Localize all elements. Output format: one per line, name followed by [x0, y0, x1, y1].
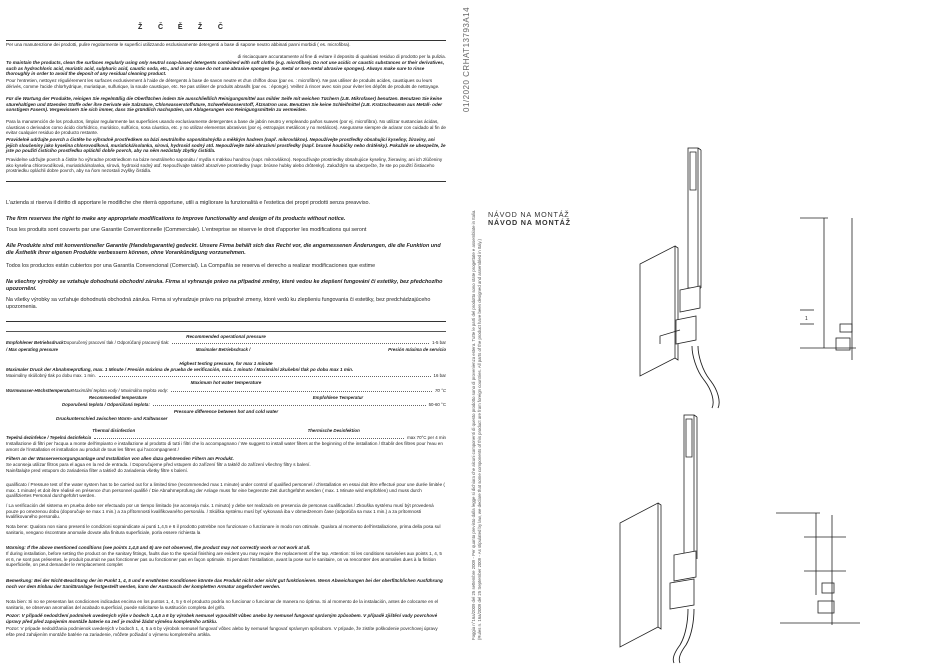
header-char: Č: [157, 24, 164, 31]
install-note-3: Se aconseja utilizar filtros para el agua en la red de entrada. / Doporučujeme před vstupem do zařízení filtr a taktéž do zařízení všechny filtry s balení.: [6, 462, 311, 467]
pressure-row-left: Empfohlener Betriebsdruck: [6, 340, 64, 345]
header-char: Č: [217, 24, 223, 31]
rights-cs: Na všechny výrobky se vztahuje dohodnutá obchodní záruka. Firma si vyhrazuje právo na případné změny, které vedou ke zlepšení fungování či estetiky, bez předchozího upozornění.: [6, 279, 443, 292]
header-char: Ž: [197, 24, 203, 31]
pressure-row: [6, 435, 446, 440]
install-note-10: Bemerkung: Bei der Nicht-Beachtung der im Punkt 1, 4, 5 und 6 erwähnten Konditionen könnte das Produkt nicht oder nicht gut funktionieren. Wenn Abweichungen bei der oberflächlichen Ausführung noch vor dem Einbau der Sanitäranlage festgestellt werden, kann der Austausch der kompletten Armatur angefordert werden.: [6, 578, 443, 589]
header-characters: [138, 24, 236, 31]
header-char: Ě: [177, 24, 183, 31]
pressure-diff-label: Pressure difference between hot and cold water: [173, 409, 279, 414]
divider: [6, 40, 446, 41]
pressure-row-right: Presión máxima de servicio: [388, 347, 446, 352]
pressure-row-left: Doporučená teplota / Odporúčaná teplota:: [62, 402, 150, 407]
leader-dots: [172, 340, 429, 344]
pressure-row-value: 16 bar: [433, 373, 446, 378]
rights-es: Todos los productos están cubiertos por una Garantía Convencional (Comercial). La Compañía se reserva el derecho a realizar modificaciones que estime: [6, 263, 376, 269]
recommended-temp-label: Recommended temperature: [88, 395, 147, 400]
pressure-row-mid: Maximální teplota vody / Maximálna teplota vody:: [72, 388, 169, 393]
pressure-row-mid: Maximaler Betriebsdruck /: [195, 347, 251, 352]
cleaning-it: Per una manutenzione dei prodotti, pulire regolarmente le superfici utilizzando esclusivamente detergenti a base di sapone neutro abbinati panni morbidi ( es. microfibra).: [6, 42, 351, 47]
pressure-row-value: 1-5 bar: [432, 340, 446, 345]
leader-dots: [99, 373, 431, 377]
title-line-2: NÁVOD NA MONTÁŽ: [488, 218, 571, 227]
install-note-2: Filtern an der Wasserversorgungsanlage und Installation von allen dazu gehörenden Filtern am Produkt.: [6, 456, 234, 461]
legal-note-en: (Rules n. 16a/2009 del 25 September 2009 - As stipulated by law, we declare that some components of this product are from foreign countries. All parts of the product have been designed and assembled in Italy.): [477, 239, 482, 640]
recommended-pressure-label: Recommended operational pressure: [186, 334, 266, 339]
install-note-1: Installazione di filtri per l'acqua a monte dell'impianto e installazione al prodotto di tutti i filtri che lo accompagnano / We suggest to install water filters at the beginning of the installation / Établir des filtres pour l'eau en amont de l'installation et installation au produit de tous les filtres qui l'accompagnent /: [6, 441, 443, 452]
cleaning-en: To maintain the products, clean the surfaces regularly using only neutral soap-based detergents combined with soft cloths (e.g. microfibre). Do not use acidic or caustic substances or their derivatives, such as hydrochloric acid, muriatic acid, sulphuric acid, caustic soda, etc., and in any case do not use abrasive sponges (e.g. metal or non-metal abrasive sponges). Always make sure to rinse thoroughly in order to avoid the deposit of any residual cleaning product.: [6, 60, 445, 77]
shower-set-drawing-bottom: [600, 395, 880, 665]
leader-dots: [153, 402, 426, 406]
pressure-row-value: 50-60 °C: [428, 402, 446, 407]
highest-pressure-label: Highest testing pressure, for max 1 minute: [179, 361, 273, 366]
pressure-row-text: Maximaler Druck der Abnahmeprüfung, max. 1 Minute / Presión máxima de prueba de verificación, máx. 1 minuto / Maximální zkušební tlak po dobu max 1 min.: [6, 367, 354, 372]
rights-en: The firm reserves the right to make any appropriate modifications to improve functionality and design of its products without notice.: [6, 216, 346, 222]
install-note-13: Pozor: V prípade nedodržania podmienok uvedených v bodoch 1, 4, 5 a 6 by výrobok nemusel fungovať vôbec alebo by nemusel fungovať správnym spôsobom. V prípade, že zistíte poškodenie povrchovej úpravy ešte pred zahájením montáže batérie na zariadenie, môžete požiadať o výmenu kompletného artikla.: [6, 626, 438, 637]
pressure-row-mid: Doporučený pracovní tlak / Odporúčaný pracovný tlak:: [63, 340, 170, 345]
shower-set-drawing-top: [600, 140, 880, 410]
rights-de: Alle Produkte sind mit konventioneller Garantie (Handelsgarantie) gedeckt. Unsere Firma behält sich das Recht vor, die angemessenen Änderungen, die die Funktion und die Ästhetik ihrer eigenen Produkte verbessern können, ohne Vorankündigung vorzunehmen.: [6, 243, 441, 256]
disinfection-en: Thermal disinfection: [92, 428, 136, 433]
pressure-row: [6, 395, 446, 400]
pressure-row: [6, 347, 446, 352]
pressure-diff-de: Druckunterschied zwischen Warm- und Kaltwasser: [56, 416, 168, 421]
install-note-5: qualificato / Pressure test of the water system has to be carried out for a limited time (recommended max 1 minute) under control of qualified personnel / d'installation en essai doit être effectué pour une durée limitée ( max. 1 minute) et doit être réalisé en présence d'un personnel qualifié / Die Abnahmeprüfung der Anlage muss für eine begrenzte Zeit durchgeführt werden ( max. 1 Minute wird empfohlen) und muss durch qualifiziertes Personal durchgeführt werden.: [6, 482, 445, 499]
pressure-row: [6, 373, 446, 378]
cleaning-fr: Pour l'entretien, nettoyez régulièrement les surfaces exclusivement à l'aide de détergents à base de savon neutre et d'un chiffon doux (par ex. : microfibre). Ne pas utiliser de produits acides, caustiques ou leurs dérivés, comme l'acide chlorhydrique, muriatique, sulfurique, la soude caustique, etc. Ne pas utiliser de produits abrasifs (par ex. : éponge). Veillez à rincer avec soin pour éviter les dépôts de produits de nettoyage.: [6, 78, 440, 89]
rights-it: L'azienda si riserva il diritto di apportare le modifiche che riterrà opportune, utili a migliorare la funzionalità e l'estetica dei propri prodotti senza preavviso.: [6, 200, 371, 206]
title-line-1: NÁVOD NA MONTÁŽ: [488, 210, 570, 219]
install-note-12: Pozor: V případě nedodržení podmínek uvedených výše v bodech 1,4,5 a 6 by výrobek nemusel vypouštět vůbec anebo by nemusel fungovat správným způsobem. V případě zjištění vady povrchové úpravy před před zapojením montáže baterie na zeď je možné žádat výměnu kompletního artiklu.: [6, 613, 438, 624]
cleaning-cs: Pravidelně udržujte povrch a čistěte ho výhradně prostředkem na bázi neutrálního saponátu/mýdla a měkkým hadrem (např. mikrovlákno). Nepoužívejte prostředky obsahující kyseliny, žíraviny, ani jejich sloučeniny jako kyselina chlorovodíková, muriatická/solanka, sírová, hydroxid sodný atd. Nepoužívejte také abrazivní prostředky (např. brusné houbičky nebo drátěnky). Pokaždé se ubezpečte, že jste po použití čisticího prostředku opláchli dobře povrch, aby na něm nezůstaly zbytky čistidla.: [6, 137, 446, 154]
dimension-label: 1: [805, 316, 808, 322]
pressure-row-left: Maximálny skúšobný tlak po dobu max. 1 min.: [6, 373, 96, 378]
legal-note-it: Foggia n°16a/2009 del 25 settembre 2009 - Per quanto previsto dalla legge si dichiara che alcuni componenti di questo prodotto sono di provenienza estera. Tutte le parti del prodotto sono state progettate e assemblate in Italia.: [471, 209, 476, 640]
leader-dots: [94, 435, 404, 439]
rights-sk: Na všetky výrobky sa vzťahuje dohodnutá obchodná záruka. Firma si vyhradzuje právo na prípadné zmeny, ktoré vedú ku zlepšeniu fungovania či estetiky, bez predchádzajúceho upozornenia.: [6, 297, 431, 310]
divider: [6, 181, 446, 182]
recommended-temp-de: Empfohlene Temperatur: [312, 395, 364, 400]
pressure-row-left: Tepelná dezinfekce / Tepelná dezinfekcia: [6, 435, 92, 440]
divider: [6, 321, 446, 322]
cleaning-de: Für die Wartung der Produkte, reinigen Sie regelmäßig die Oberflächen indem Sie ausschließlich Reinigungsmittel aus milder Seife mit weichen Tüchern (z.B. Mikrofaser) benutzen. Benutzen Sie keine säurehaltigen und ätzenden Stoffe oder ihre Derivate wie Salzsäure, Chlorwasserstoffsäure, Schwefelwasserstoff, Ätznatron usw. Benutzen Sie keine Schleifmittel (z.B. Kratzschwamm aus Metall- oder sonstigem Fasern). Vergewissern Sie sich immer, dass Sie gründlich nachspülen, um Ablagerungen von Reinigungsmitteln zu vermeiden.: [6, 96, 443, 113]
install-note-7: Nota bene: Qualora non siano presenti le condizioni sopraindicate ai punti 1,4,5 e 6 il prodotto potrebbe non funzionare o funzionare in modo non ottimale. Qualora al momento dell'installazione, prima della posa sul sanitario, vengano riscontrate anomalie dovute alla finitura superficiale, porla essere richiesta la: [6, 524, 441, 535]
document-code: 01/2020 CRHAT13793A14: [462, 6, 471, 112]
pressure-row-left: / Max operating pressure: [6, 347, 58, 352]
header-char: Ž: [138, 24, 143, 31]
cleaning-it-2: di risciacquare accuratamente al fine di evitare il deposito di qualsiasi residuo di prodotto per la pulizia.: [237, 54, 446, 59]
cleaning-sk: Pravidelne udržujte povrch a čistite ho výhradne prostriedkom na báze neutrálneho saponátu / mydla s mäkkou handrou (napr. mikrovlákno). Nepoužívajte prostriedky obsahujúce kyseliny, žieraviny, ani ich zlúčeniny ako kyselina chlorovodíková, muriatická/solanka, sírová, hydroxid sodný atď. Nepoužívajte taktiež abrazívne prostriedky (napr. brúsne hubky alebo drôtenky). Zakaždým sa ubezpečte, že ste po použití čistiaceho prostriedku opláchli dobre povrch, aby na ňom nezostali zvyšky čistidla.: [6, 157, 443, 174]
pressure-row: [6, 428, 446, 433]
install-note-6: / La verificación del sistema en prueba debe ser efectuado por un tiempo limitado (se aconseja máx. 1 minuto) y debe ser realizado en presencia de personas cualificadas / Zkouška systému musí být provedená pouze po omezenou dobu (doporučuje se max 1 min.) a za přítomnosti kvalifikovaného personálu. / Skúška systému musí byť vykonaná iba v obmedzenom čase (odporúča sa max 1 min.) a za prítomnosti kvalifikovaného personálu.: [6, 503, 434, 520]
install-note-11: Nota bien: Si no se presentan las condiciones indicadas encima en los puntos 1, 4, 5 y 6 el producto podría no funcionar o funcionar de manera no óptima. Si al momento de la instalación, antes de colocarse en el sanitario, se observan anomalías del acabado superficial, puede solicitarse la sustitución completa del grifo.: [6, 599, 439, 610]
pressure-row: [6, 340, 446, 345]
pressure-row-left: Warmwasser-Höchsttemperatur: [6, 388, 73, 393]
pressure-row-value: max 70°C per 4 min: [407, 435, 446, 440]
divider: [6, 331, 446, 332]
cleaning-es: Para la manutención de los productos, limpiar regularmente las superficies usando exclusivamente detergentes a base de jabón neutro y empleando paños suaves (por ej. microfibra). No utilizar sustancias ácidas, cáusticas o derivados como ácido clorhídrico, muriático, sulfúrico, sosa cáustica, etc. y no utilizar elementos abrasivos (por ej. estropajos metálicos y no metálicos). Asegurarse siempre de aclarar con cuidado al fin de evitar cualquier residuo de producto restante.: [6, 119, 446, 136]
install-note-8: Warning: If the above mentioned conditions (see points 1,4,5 and 6) are not observed, the product may not correctly work or not work at all.: [6, 545, 311, 550]
install-note-9: If during installation, before setting the product on the sanitary fittings, faults due to the special finishing are evident you may require the replacement of the tap. Attention: Si les conditions susvisées aux points 1, 4, 5 et 6, ne sont pas présentes, le produit pourrait ne pas fonctionner pas ou fonctionner pas en façon optimale. Si pendant l'installation, avant la pose sur le sanitaire, on va rencontrer des anomalies dues à la finition superficielle, on peut demander le remplacement complet: [6, 551, 442, 568]
leader-dots: [171, 388, 432, 392]
install-note-4: Nainštalujte pred vstupom do zariadenia filter a taktiež do zariadenia všetky filtre s balení.: [6, 468, 189, 473]
rights-fr: Tous les produits sont couverts par une Garantie Conventionnelle (Commerciale). L'entreprise se réserve le droit d'apporter les modifications qui seront: [6, 227, 367, 233]
pressure-row-value: 70 °C: [434, 388, 446, 393]
max-hot-label: Maximum hot water temperature: [190, 380, 262, 385]
pressure-row: [6, 402, 446, 407]
pressure-row: [6, 388, 446, 393]
disinfection-de: Thermische Desinfektion: [307, 428, 360, 433]
